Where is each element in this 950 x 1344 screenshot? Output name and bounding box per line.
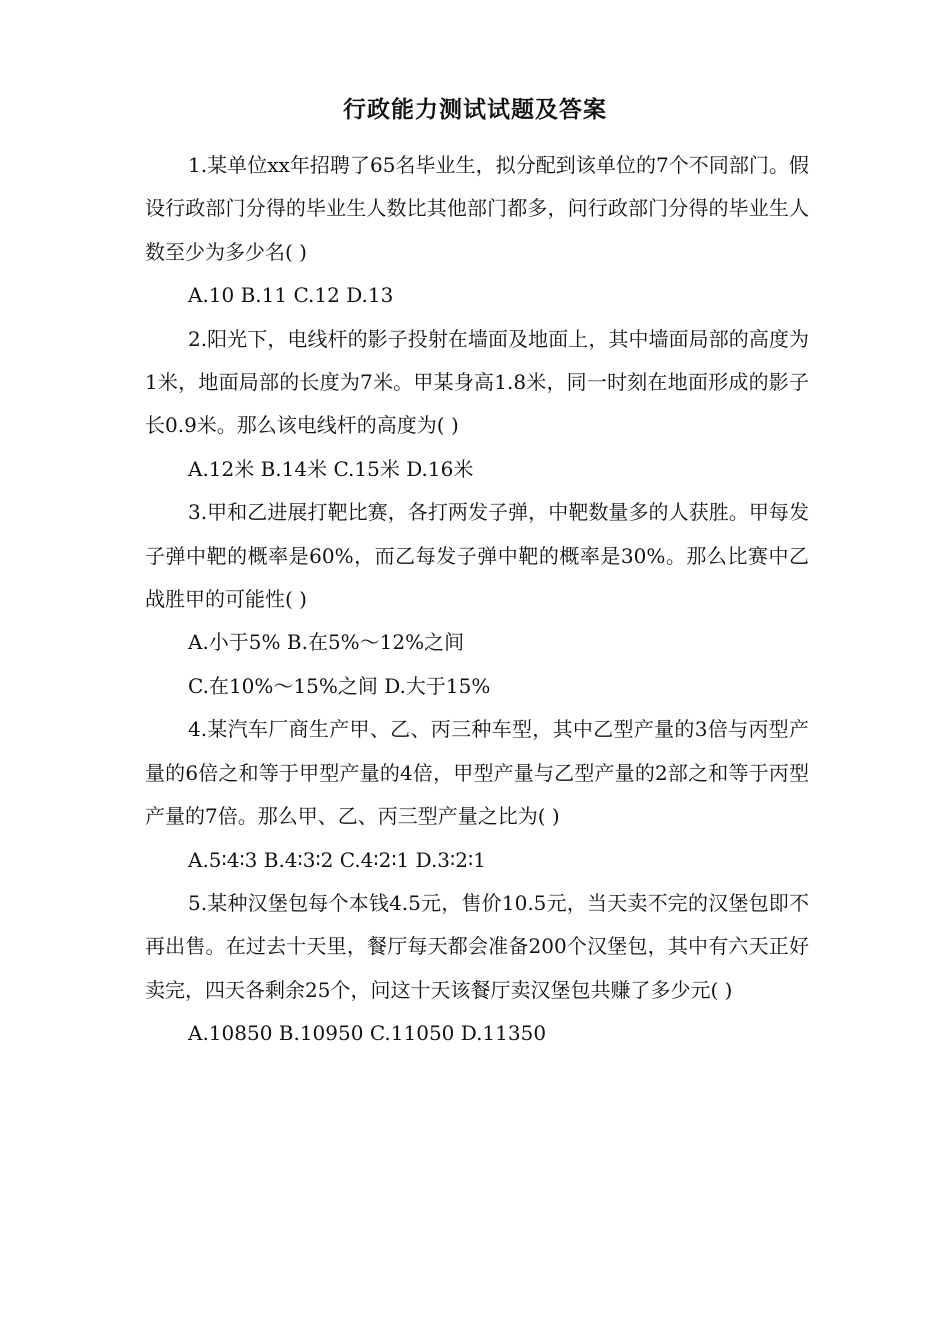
question-3-text: 3.甲和乙进展打靶比赛，各打两发子弹，中靶数量多的人获胜。甲每发子弹中靶的概率是60%，而乙每发子弹中靶的概率是30%。那么比赛中乙战胜甲的可能性( ) [145,500,809,612]
document-title: 行政能力测试试题及答案 [343,96,607,123]
question-2-options: A.12米 B.14米 C.15米 D.16米 [188,456,474,481]
question-1-text: 1.某单位xx年招聘了65名毕业生，拟分配到该单位的7个不同部门。假设行政部门分得的毕业生人数比其他部门都多，问行政部门分得的毕业生人数至少为多少名( ) [145,153,809,264]
question-5-text: 5.某种汉堡包每个本钱4.5元，售价10.5元，当天卖不完的汉堡包即不再出售。在过去十天里，餐厅每天都会准备200个汉堡包，其中有六天正好卖完，四天各剩余25个，问这十天该餐厅卖汉堡包共赚了多少元( ) [145,890,809,1002]
question-3-options-line-2: C.在10%～15%之间 D.大于15% [188,673,491,698]
document-body [145,144,809,1056]
question-5-options: A.10850 B.10950 C.11050 D.11350 [188,1021,547,1046]
question-4-text: 4.某汽车厂商生产甲、乙、丙三种车型，其中乙型产量的3倍与丙型产量的6倍之和等于甲型产量的4倍，甲型产量与乙型产量的2部之和等于丙型产量的7倍。那么甲、乙、丙三型产量之比为( ) [145,717,809,829]
question-1-options: A.10 B.11 C.12 D.13 [188,283,394,308]
question-2-text: 2.阳光下，电线杆的影子投射在墙面及地面上，其中墙面局部的高度为1米，地面局部的长度为7米。甲某身高1.8米，同一时刻在地面形成的影子长0.9米。那么该电线杆的高度为( ) [145,326,809,438]
question-3-options-line-1: A.小于5% B.在5%～12%之间 [188,630,465,655]
question-4-options: A.5∶4∶3 B.4∶3∶2 C.4∶2∶1 D.3∶2∶1 [188,847,486,872]
